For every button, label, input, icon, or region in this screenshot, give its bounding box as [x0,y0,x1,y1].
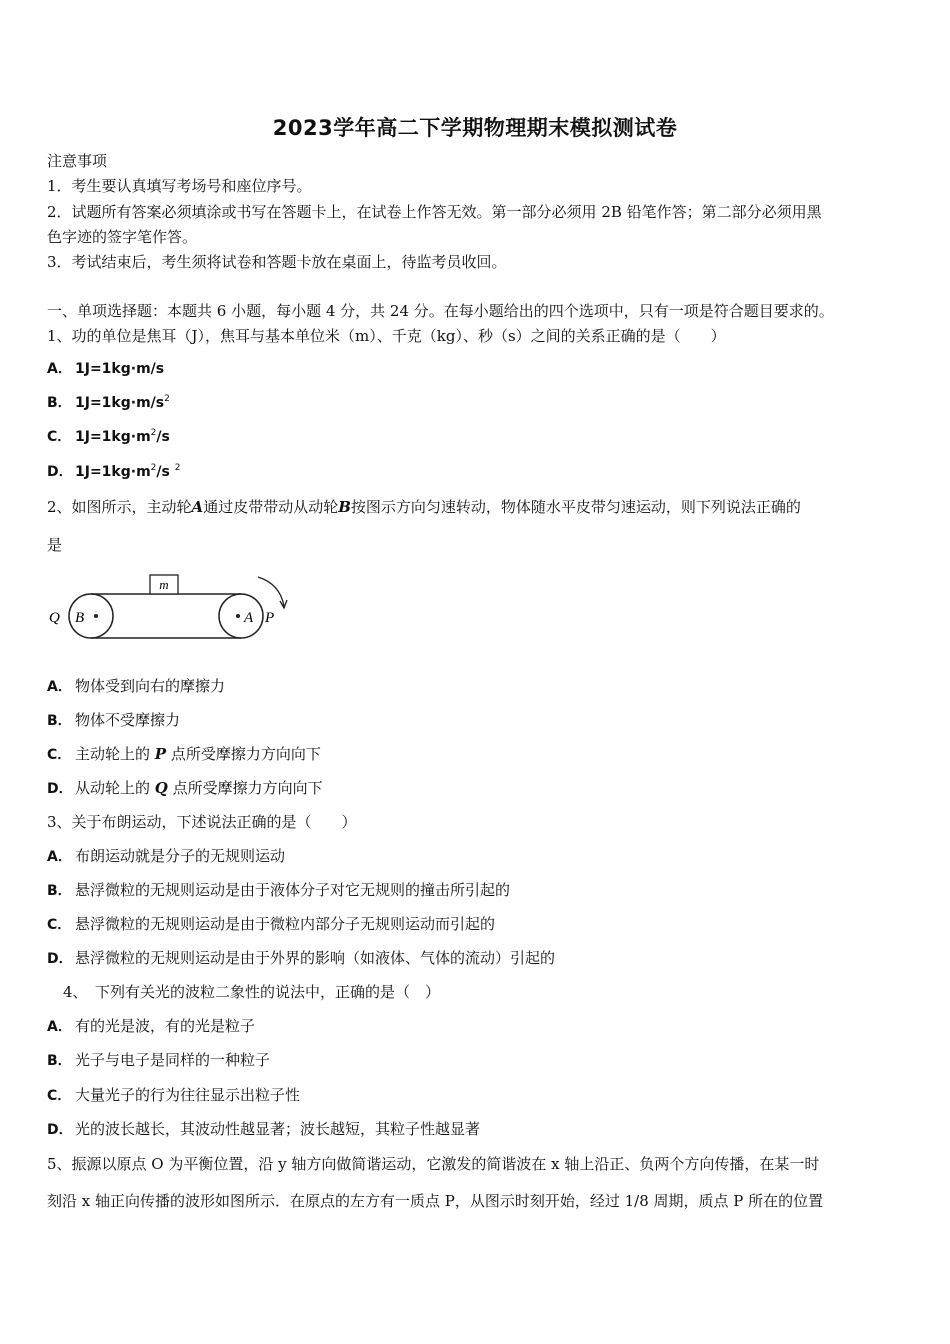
variable-a: A [191,498,204,516]
option-text: 物体受到向右的摩擦力 [75,677,226,695]
question-5-stem: 5、振源以原点 O 为平衡位置，沿 y 轴方向做简谐运动，它激发的简谐波在 x 轴上沿正、负两个方向传播，在某一时 [47,1155,820,1173]
question-3-stem: 3、关于布朗运动，下述说法正确的是（ ） [47,813,357,831]
q4-option-a [47,1016,907,1037]
option-text: 大量光子的行为往往显示出粒子性 [75,1086,301,1104]
label-q: Q [49,610,60,626]
option-label: D． [47,951,73,967]
section-heading: 一、单项选择题：本题共 6 小题，每小题 4 分，共 24 分。在每小题给出的四个选项中，只有一项是符合题目要求的。 [47,302,834,320]
superscript: 2 [164,394,170,404]
question-2-stem [47,497,907,517]
option-var: Q [154,779,168,797]
option-text: 悬浮微粒的无规则运动是由于外界的影响（如液体、气体的流动）引起的 [75,949,556,967]
option-text: 1J=1kg·m [75,429,151,445]
pulley-a [219,594,263,638]
option-text: 物体不受摩擦力 [75,711,181,729]
option-pre: 主动轮上的 [75,745,155,763]
option-tail: /s [156,464,175,480]
q1-option-d [47,462,907,482]
label-a: A [244,610,254,626]
option-label: C． [47,917,72,933]
option-label: C． [47,747,72,763]
label-b: B [75,610,85,626]
q1-option-b [47,393,907,413]
q4-option-d [47,1119,907,1140]
option-text: 光子与电子是同样的一种粒子 [75,1051,271,1069]
q2-option-a [47,676,907,697]
option-label: B． [47,883,72,899]
q1-option-a [47,359,907,379]
q3-option-a [47,846,907,867]
option-text: 1J=1kg·m/s [75,361,165,377]
q2-option-d [47,778,907,799]
option-text: 悬浮微粒的无规则运动是由于微粒内部分子无规则运动而引起的 [75,915,496,933]
option-text: 1J=1kg·m/s [75,395,165,411]
option-text: 点所受摩擦力方向向下 [167,779,323,797]
superscript: 2 [150,428,157,438]
question-2-stem-cont: 是 [47,536,63,554]
q2-option-c [47,744,907,765]
notice-item: 1．考生要认真填写考场号和座位序号。 [47,177,312,195]
block-label: m [159,577,169,592]
option-label: B． [47,395,72,411]
q4-option-b [47,1050,907,1071]
option-text: 布朗运动就是分子的无规则运动 [75,847,286,865]
notice-heading: 注意事项 [47,152,108,170]
label-p: P [265,610,275,626]
q3-option-b [47,880,907,901]
axle-a-dot [236,614,240,618]
question-4-stem: 4、 下列有关光的波粒二象性的说法中，正确的是（ ） [63,983,441,1001]
option-text: 有的光是波，有的光是粒子 [75,1017,256,1035]
option-label: B． [47,1053,72,1069]
superscript: 2 [174,463,181,473]
option-text: 1J=1kg·m [75,464,151,480]
option-label: A． [47,679,72,695]
superscript: 2 [150,463,157,473]
option-label: C． [47,1088,72,1104]
question-5-stem-cont: 刻沿 x 轴正向传播的波形如图所示．在原点的左方有一质点 P，从图示时刻开始，经过 1/8 周期，质点 P 所在的位置 [47,1192,824,1210]
variable-b: B [338,498,351,516]
axle-b-dot [94,614,98,618]
belt-pulley-figure [44,568,300,648]
option-label: A． [47,849,72,865]
stem-text: 通过皮带带动从动轮 [203,498,339,516]
notice-item: 3．考试结束后，考生须将试卷和答题卡放在桌面上，待监考员收回。 [47,253,507,271]
stem-text: 2、如图所示，主动轮 [47,498,192,516]
option-tail: /s [156,429,170,445]
option-text: 光的波长越长，其波动性越显著；波长越短，其粒子性越显著 [75,1120,481,1138]
option-label: C． [47,429,72,445]
option-label: A． [47,1019,72,1035]
option-text: 点所受摩擦力方向向下 [166,745,321,763]
option-var: P [154,745,167,763]
option-label: A． [47,361,72,377]
q4-option-c [47,1085,907,1106]
q3-option-d [47,948,907,969]
option-label: B． [47,713,72,729]
notice-item: 2．试题所有答案必须填涂或书写在答题卡上，在试卷上作答无效。第一部分必须用 2B 铅笔作答；第二部分必须用黑 [47,203,822,221]
option-pre: 从动轮上的 [75,779,155,797]
notice-item: 色字迹的签字笔作答。 [47,228,198,246]
q1-option-c [47,427,907,447]
option-label: D． [47,781,73,797]
q2-option-b [47,710,907,731]
option-label: D． [47,1122,73,1138]
page-title: 2023学年高二下学期物理期末模拟测试卷 [272,116,678,140]
q3-option-c [47,914,907,935]
option-label: D． [47,464,73,480]
option-text: 悬浮微粒的无规则运动是由于液体分子对它无规则的撞击所引起的 [75,881,511,899]
question-1-stem: 1、功的单位是焦耳（J），焦耳与基本单位米（m）、千克（kg）、秒（s）之间的关系正确的是（ ） [47,327,726,345]
stem-text: 按图示方向匀速转动，物体随水平皮带匀速运动，则下列说法正确的 [350,498,801,516]
